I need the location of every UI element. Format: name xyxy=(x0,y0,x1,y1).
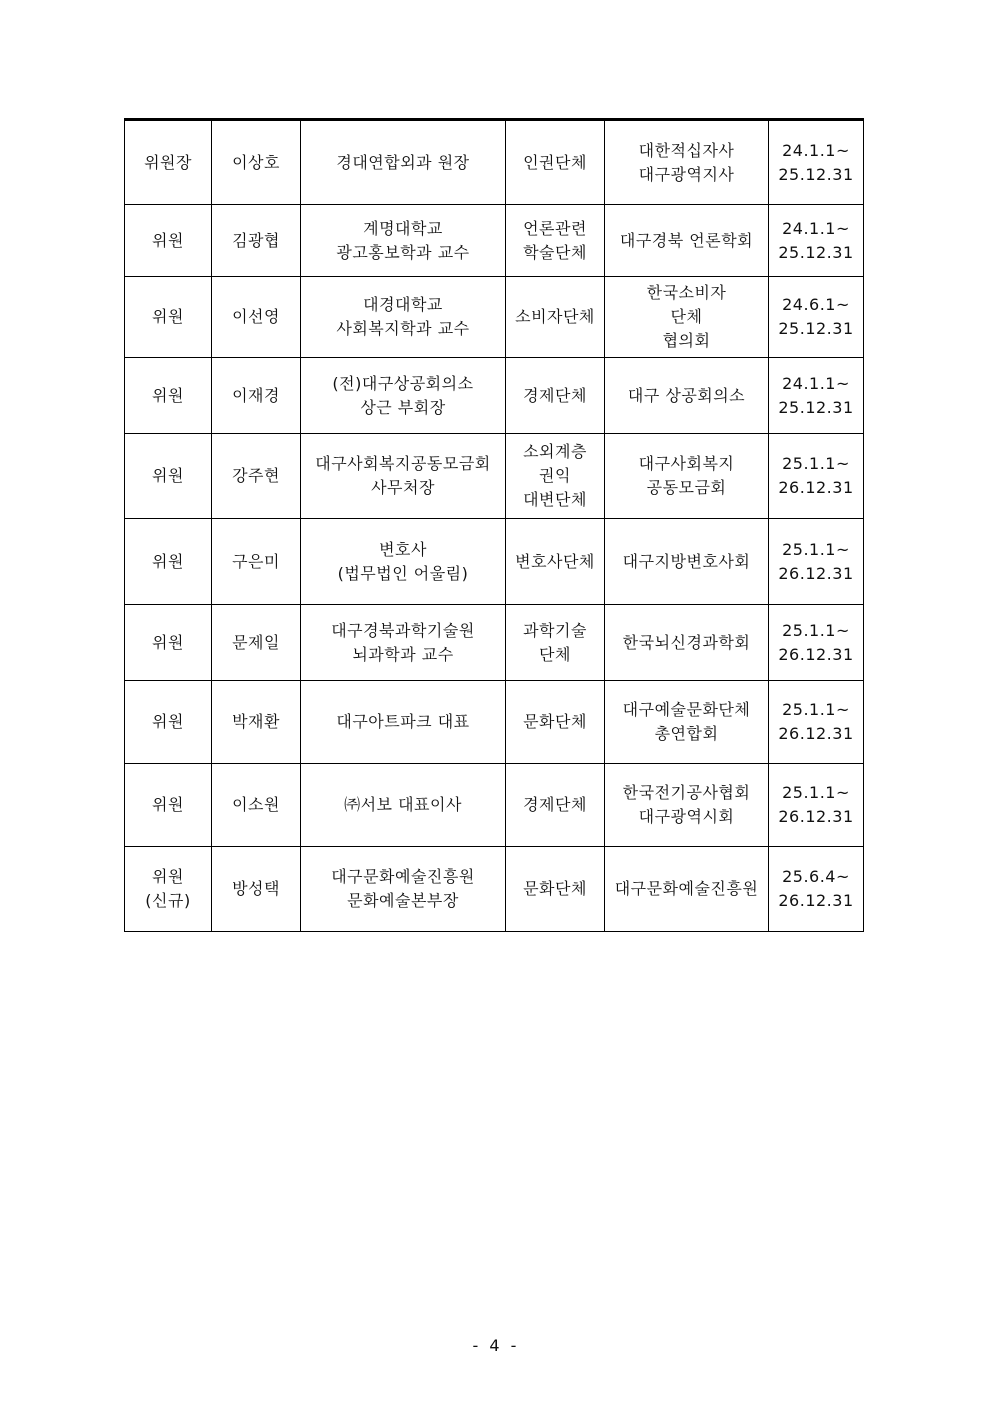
affiliation-cell-line: (법무법인 어울림) xyxy=(337,563,469,583)
affiliation-cell-line: 대구아트파크 대표 xyxy=(336,712,470,731)
position-cell-line: 위원장 xyxy=(144,152,192,172)
organization-cell-line: 대구광역지사 xyxy=(638,164,735,184)
field-cell-line: 경제단체 xyxy=(523,795,587,814)
organization-cell-line: 대구사회복지 xyxy=(638,454,735,473)
table-row xyxy=(125,519,864,605)
organization-cell-line: 공동모금회 xyxy=(646,478,727,497)
name-cell xyxy=(212,358,301,434)
position-cell xyxy=(125,519,212,605)
affiliation-cell xyxy=(301,764,506,847)
field-cell-line: 소외계층 xyxy=(523,442,587,461)
position-cell-line: 위원 xyxy=(152,230,184,250)
organization-cell xyxy=(605,205,769,277)
name-cell-line: 구은미 xyxy=(232,551,280,571)
name-cell-line: 이소원 xyxy=(232,795,280,814)
table-row xyxy=(125,120,864,205)
field-cell-line: 문화단체 xyxy=(523,712,587,731)
name-cell-line: 이상호 xyxy=(232,152,280,172)
affiliation-cell-line: 계명대학교 xyxy=(363,218,443,238)
organization-cell xyxy=(605,519,769,605)
organization-cell-line: 대한적십자사 xyxy=(638,140,735,160)
affiliation-cell-line: ㈜서보 대표이사 xyxy=(344,795,462,814)
field-cell xyxy=(506,434,605,519)
organization-cell-line: 대구 상공회의소 xyxy=(627,385,746,405)
organization-cell xyxy=(605,681,769,764)
field-cell xyxy=(506,519,605,605)
field-cell-line: 과학기술 xyxy=(523,620,587,640)
position-cell-line: 위원 xyxy=(152,551,184,571)
affiliation-cell-line: 뇌과학과 교수 xyxy=(352,644,454,664)
organization-cell xyxy=(605,847,769,932)
table-row xyxy=(125,764,864,847)
term-cell xyxy=(769,120,864,205)
term-cell-line: 26.12.31 xyxy=(778,724,854,743)
position-cell xyxy=(125,605,212,681)
term-cell-line: 26.12.31 xyxy=(778,807,854,826)
position-cell xyxy=(125,277,212,358)
term-cell-line: 25.1.1~ xyxy=(782,539,850,559)
field-cell-line: 소비자단체 xyxy=(515,307,595,326)
affiliation-cell-line: (전)대구상공회의소 xyxy=(332,373,474,393)
term-cell-line: 25.1.1~ xyxy=(782,620,850,640)
affiliation-cell xyxy=(301,277,506,358)
field-cell xyxy=(506,277,605,358)
affiliation-cell-line: 대구경북과학기술원 xyxy=(331,620,475,640)
position-cell-line: (신규) xyxy=(145,891,191,910)
affiliation-cell xyxy=(301,519,506,605)
field-cell-line: 문화단체 xyxy=(523,879,587,898)
organization-cell-line: 한국전기공사협회 xyxy=(622,783,751,802)
field-cell-line: 인권단체 xyxy=(523,152,587,172)
name-cell-line: 이재경 xyxy=(232,385,280,405)
term-cell-line: 25.12.31 xyxy=(778,397,854,417)
table-row xyxy=(125,605,864,681)
committee-table xyxy=(124,118,864,932)
affiliation-cell-line: 대구문화예술진흥원 xyxy=(331,867,475,886)
position-cell-line: 위원 xyxy=(152,632,184,652)
position-cell xyxy=(125,120,212,205)
organization-cell-line: 대구예술문화단체 xyxy=(622,700,751,719)
affiliation-cell xyxy=(301,847,506,932)
field-cell xyxy=(506,205,605,277)
term-cell-line: 25.12.31 xyxy=(778,164,854,184)
organization-cell xyxy=(605,277,769,358)
affiliation-cell-line: 대경대학교 xyxy=(363,295,443,314)
term-cell xyxy=(769,764,864,847)
name-cell xyxy=(212,605,301,681)
position-cell xyxy=(125,205,212,277)
organization-cell-line: 대구경북 언론학회 xyxy=(619,230,754,250)
table-row xyxy=(125,205,864,277)
term-cell xyxy=(769,681,864,764)
name-cell xyxy=(212,277,301,358)
term-cell-line: 25.12.31 xyxy=(778,319,854,338)
organization-cell-line: 총연합회 xyxy=(654,724,719,743)
name-cell-line: 이선영 xyxy=(232,307,280,326)
name-cell-line: 김광협 xyxy=(232,230,280,250)
affiliation-cell xyxy=(301,205,506,277)
affiliation-cell-line: 상근 부회장 xyxy=(360,397,446,417)
affiliation-cell xyxy=(301,434,506,519)
term-cell-line: 26.12.31 xyxy=(778,478,854,497)
field-cell-line: 변호사단체 xyxy=(515,551,595,571)
term-cell xyxy=(769,358,864,434)
field-cell xyxy=(506,764,605,847)
affiliation-cell-line: 사무처장 xyxy=(371,478,435,497)
organization-cell-line: 대구광역시회 xyxy=(638,807,735,826)
field-cell-line: 경제단체 xyxy=(523,385,587,405)
term-cell xyxy=(769,847,864,932)
affiliation-cell-line: 문화예술본부장 xyxy=(347,891,459,910)
term-cell-line: 25.1.1~ xyxy=(782,700,850,719)
position-cell xyxy=(125,764,212,847)
organization-cell xyxy=(605,358,769,434)
organization-cell-line: 한국뇌신경과학회 xyxy=(622,632,751,652)
position-cell-line: 위원 xyxy=(152,712,184,731)
affiliation-cell xyxy=(301,358,506,434)
name-cell xyxy=(212,847,301,932)
name-cell-line: 강주현 xyxy=(232,466,280,485)
term-cell-line: 25.1.1~ xyxy=(782,454,850,473)
name-cell xyxy=(212,681,301,764)
table-row xyxy=(125,434,864,519)
position-cell-line: 위원 xyxy=(152,307,184,326)
term-cell-line: 24.1.1~ xyxy=(782,373,850,393)
affiliation-cell-line: 변호사 xyxy=(379,539,427,559)
affiliation-cell xyxy=(301,681,506,764)
position-cell-line: 위원 xyxy=(152,466,184,485)
position-cell-line: 위원 xyxy=(152,795,184,814)
position-cell xyxy=(125,434,212,519)
term-cell-line: 24.1.1~ xyxy=(782,140,850,160)
organization-cell xyxy=(605,605,769,681)
organization-cell-line: 대구문화예술진흥원 xyxy=(614,879,759,898)
position-cell-line: 위원 xyxy=(152,385,184,405)
name-cell-line: 박재환 xyxy=(232,712,280,731)
field-cell-line: 대변단체 xyxy=(523,490,587,509)
term-cell-line: 25.6.4~ xyxy=(782,867,850,886)
position-cell xyxy=(125,681,212,764)
organization-cell xyxy=(605,120,769,205)
term-cell xyxy=(769,277,864,358)
field-cell xyxy=(506,358,605,434)
term-cell-line: 26.12.31 xyxy=(778,644,854,664)
name-cell xyxy=(212,434,301,519)
affiliation-cell-line: 광고홍보학과 교수 xyxy=(336,242,470,262)
field-cell-line: 단체 xyxy=(539,644,571,664)
term-cell-line: 24.6.1~ xyxy=(782,295,850,314)
table-row xyxy=(125,358,864,434)
field-cell xyxy=(506,120,605,205)
name-cell xyxy=(212,120,301,205)
term-cell xyxy=(769,605,864,681)
field-cell-line: 언론관련 xyxy=(523,218,587,238)
organization-cell-line: 협의회 xyxy=(662,331,711,350)
position-cell-line: 위원 xyxy=(152,867,184,886)
affiliation-cell-line: 사회복지학과 교수 xyxy=(336,319,470,338)
table-row xyxy=(125,847,864,932)
field-cell xyxy=(506,605,605,681)
term-cell-line: 25.12.31 xyxy=(778,242,854,262)
term-cell xyxy=(769,519,864,605)
affiliation-cell-line: 대구사회복지공동모금회 xyxy=(315,454,491,473)
position-cell xyxy=(125,358,212,434)
name-cell xyxy=(212,519,301,605)
organization-cell-line: 단체 xyxy=(670,307,703,326)
organization-cell xyxy=(605,434,769,519)
name-cell-line: 방성택 xyxy=(232,879,280,898)
term-cell-line: 26.12.31 xyxy=(778,891,854,910)
table-row xyxy=(125,277,864,358)
committee-table-body xyxy=(125,120,864,932)
organization-cell xyxy=(605,764,769,847)
position-cell xyxy=(125,847,212,932)
field-cell xyxy=(506,681,605,764)
term-cell-line: 24.1.1~ xyxy=(782,218,850,238)
name-cell xyxy=(212,205,301,277)
field-cell-line: 학술단체 xyxy=(523,242,587,262)
affiliation-cell-line: 경대연합외과 원장 xyxy=(336,152,470,172)
affiliation-cell xyxy=(301,120,506,205)
name-cell-line: 문제일 xyxy=(232,632,280,652)
organization-cell-line: 대구지방변호사회 xyxy=(622,551,751,571)
term-cell xyxy=(769,205,864,277)
field-cell-line: 권익 xyxy=(539,466,571,485)
term-cell-line: 25.1.1~ xyxy=(782,783,850,802)
table-row xyxy=(125,681,864,764)
organization-cell-line: 한국소비자 xyxy=(646,283,727,302)
page-number: - 4 - xyxy=(472,1336,520,1355)
term-cell xyxy=(769,434,864,519)
affiliation-cell xyxy=(301,605,506,681)
term-cell-line: 26.12.31 xyxy=(778,563,854,583)
name-cell xyxy=(212,764,301,847)
field-cell xyxy=(506,847,605,932)
